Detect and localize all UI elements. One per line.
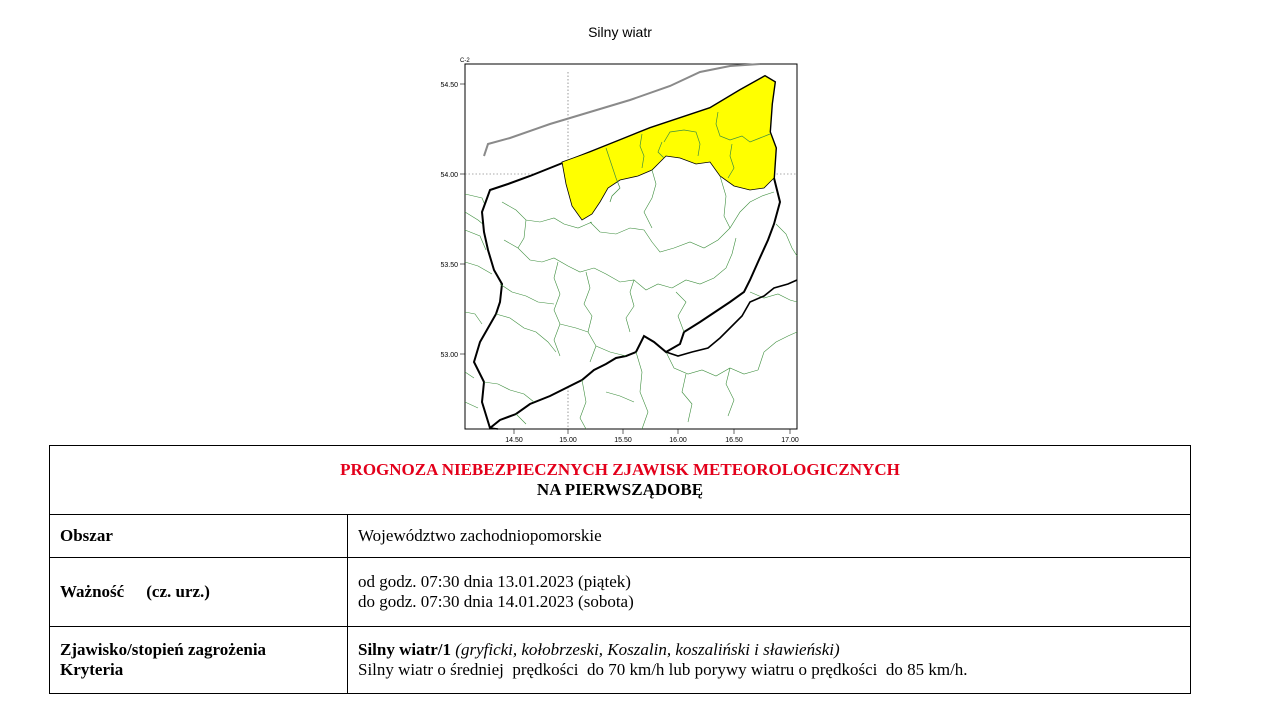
warning-header-title: PROGNOZA NIEBEZPIECZNYCH ZJAWISK METEOROLOGICZNYCH (340, 460, 900, 479)
warning-map (430, 52, 810, 447)
phenomenon-value: Silny wiatr/1 (358, 640, 452, 659)
phenomenon-value-cell (348, 627, 1191, 694)
validity-to: do godz. 07:30 dnia 14.01.2023 (sobota) (358, 592, 634, 611)
lat-tick-label: 53.00 (440, 352, 458, 359)
lat-tick-label: 54.50 (440, 82, 458, 89)
phenomenon-label: Zjawisko/stopień zagrożenia (60, 640, 267, 659)
lat-tick-label: 54.00 (440, 172, 458, 179)
criteria-label: Kryteria (60, 660, 124, 679)
lon-tick-label: 17.00 (781, 437, 799, 444)
lon-tick-label: 16.50 (725, 437, 743, 444)
projection-label: C-2 (460, 58, 470, 64)
warning-header (50, 446, 1191, 515)
validity-value-cell (348, 558, 1191, 627)
validity-label: Ważność (60, 582, 125, 601)
lon-tick-label: 14.50 (505, 437, 523, 444)
phenomenon-label-cell (50, 627, 348, 694)
criteria-value: Silny wiatr o średniej prędkości do 70 km/h lub porywy wiatru o prędkości do 85 km/h. (358, 660, 968, 679)
phenomenon-counties: (gryficki, kołobrzeski, Koszalin, koszaliński i sławieński) (455, 640, 840, 659)
validity-label-cell (50, 558, 348, 627)
lon-tick-label: 15.00 (559, 437, 577, 444)
validity-label-sub: (cz. urz.) (146, 582, 210, 601)
lon-tick-label: 16.00 (669, 437, 687, 444)
warning-table (49, 445, 1191, 694)
map-title: Silny wiatr (588, 24, 652, 40)
lat-tick-label: 53.50 (440, 262, 458, 269)
lon-tick-label: 15.50 (614, 437, 632, 444)
validity-from: od godz. 07:30 dnia 13.01.2023 (piątek) (358, 572, 631, 591)
warning-header-period: NA PIERWSZĄDOBĘ (536, 480, 704, 499)
area-value: Województwo zachodniopomorskie (348, 515, 1191, 558)
area-label: Obszar (50, 515, 348, 558)
